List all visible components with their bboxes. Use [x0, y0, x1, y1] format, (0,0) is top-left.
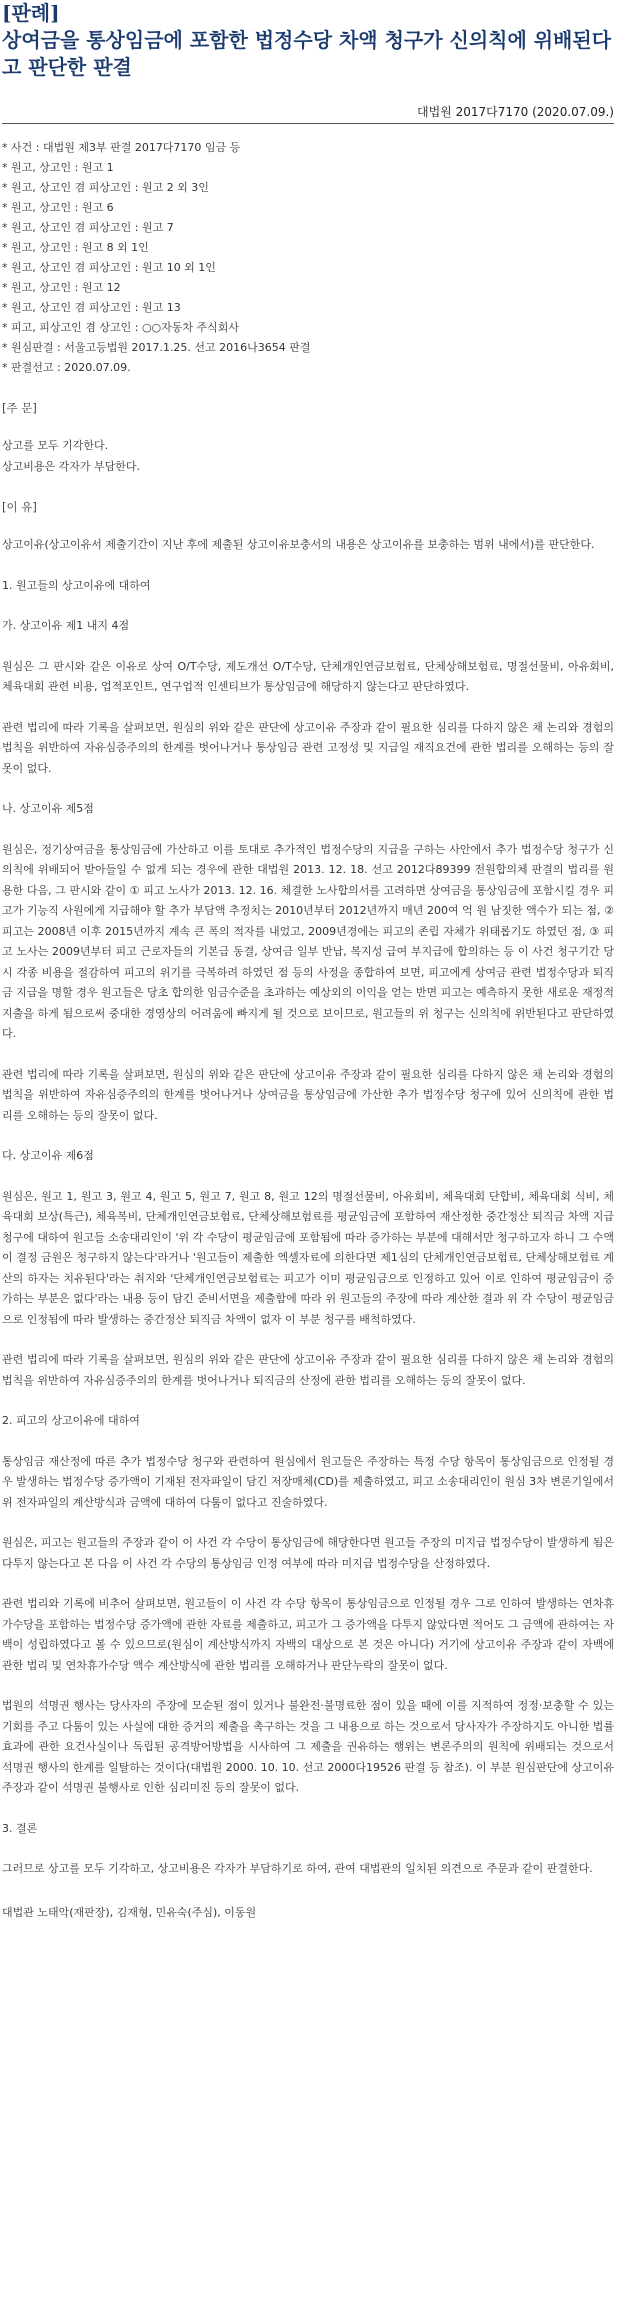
judges-line: 대법관 노태악(재판장), 김재형, 민유숙(주심), 이동원 — [2, 1905, 257, 1919]
paragraph: 원심은 그 판시와 같은 이유로 상여 O/T수당, 제도개선 O/T수당, 단체개인연금보험료, 단체상해보험료, 명절선물비, 아유회비, 체육대회 관련 비용, 업적포인트, 연구업적 인센티브가 통상임금에 해당하지 않는다고 판단하였다. — [2, 659, 614, 693]
order-line: 상고를 모두 기각한다. — [2, 439, 109, 452]
meta-line: * 원고, 상고인 겸 피상고인 : 원고 7 — [2, 221, 174, 234]
subsection-heading: 가. 상고이유 제1 내지 4점 — [2, 619, 130, 632]
paragraph: 원심은, 피고는 원고들의 주장과 같이 이 사건 각 수당이 통상임금에 해당한다면 원고들 주장의 미지급 법정수당이 발생하게 됨은 다투지 않는다고 본 다음 이 사건 각 수당의 통상임금 인정 여부에 따라 미지급 법정수당을 산정하였다. — [2, 1536, 614, 1570]
meta-line: * 원고, 상고인 : 원고 12 — [2, 281, 121, 294]
paragraph: 원심은, 원고 1, 원고 3, 원고 4, 원고 5, 원고 7, 원고 8, 원고 12의 명절선물비, 아유회비, 체육대회 단합비, 체육대회 식비, 체육대회 보상(특근), 체육복비, 단체개인연금보험료, 단체상해보험료를 평균임금에 포함하여 재산정한 중간정산 퇴직금 차액 지급 청구에 대하여 원고들 소송대리인이 '위 각 수당이 평균임금에 포함됨에 따라 증가하는 부분에 대해서만 청구하고자 하니 그 수액이 결정 금원은 청구하지 않는다'라거나 '원고들이 제출한 엑셀자료에 의한다면 제1심의 단체개인연금보험료, 단체상해보험료 계산의 하자는 치유된다'라는 취지와 '단체개인연금보험료는 피고가 이미 평균임금으로 인정하고 있어 이로 인하여 평균임금이 증가하는 부분은 없다'라는 내용 등이 담긴 준비서면을 제출함에 따라 위 원고들의 주장에 따라 계산한 결과 위 각 수당이 평균임금으로 인정됨에 따라 발생하는 중간정산 퇴직금 차액이 없자 이 부분 청구를 배척하였다. — [2, 1189, 614, 1326]
paragraph: 그러므로 상고를 모두 기각하고, 상고비용은 각자가 부담하기로 하여, 관여 대법관의 일치된 의견으로 주문과 같이 판결한다. — [2, 1862, 593, 1875]
meta-line: * 판결선고 : 2020.07.09. — [2, 361, 131, 374]
paragraph: 관련 법리에 따라 기록을 살펴보면, 원심의 위와 같은 판단에 상고이유 주장과 같이 필요한 심리를 다하지 않은 채 논리와 경험의 법칙을 위반하여 자유심증주의의 한계를 벗어나거나 퇴직금의 산정에 관한 법리를 오해하는 등의 잘못이 없다. — [2, 1353, 614, 1387]
paragraph: 원심은, 정기상여금을 통상임금에 가산하고 이를 토대로 추가적인 법정수당의 지급을 구하는 사안에서 추가 법정수당 청구가 신의칙에 위배되어 받아들일 수 없게 되는 경우에 관한 대법원 2013. 12. 18. 선고 2012다89399 전원합의체 판결의 법리를 원용한 다음, 그 판시와 같이 ① 피고 노사가 2013. 12. 16. 체결한 노사합의서를 고려하면 상여금을 통상임금에 포함시킬 경우 피고가 기능직 사원에게 지급해야 할 추가 부담액 추정치는 2010년부터 2012년까지 매년 200여 억 원 남짓한 액수가 되는 점, ② 피고는 2008년 이후 2015년까지 계속 큰 폭의 적자를 내었고, 2009년경에는 피고의 존립 자체가 위태롭기도 하였던 점, ③ 피고 노사는 2009년부터 피고 근로자들의 기본급 동결, 상여금 일부 반납, 복지성 급여 부지급에 합의하는 등 이 사건 청구기간 당시 각종 비용을 절감하여 피고의 위기를 극복하려 하였던 점 등의 사정을 종합하여 보면, 피고에게 상여금 관련 법정수당과 퇴직금 지급을 명할 경우 원고들은 당초 합의한 임금수준을 초과하는 예상외의 이익을 얻는 반면 피고는 예측하지 못한 새로운 재정적 지출을 하게 됨으로써 중대한 경영상의 어려움에 빠지게 될 것으로 보이므로, 원고들의 위 청구는 신의칙에 위반된다고 판단하였다. — [2, 842, 614, 1040]
meta-line: * 원심판결 : 서울고등법원 2017.1.25. 선고 2016나3654 판결 — [2, 341, 311, 354]
order-line: 상고비용은 각자가 부담한다. — [2, 459, 141, 473]
meta-line: * 사건 : 대법원 제3부 판결 2017다7170 임금 등 — [2, 141, 241, 154]
paragraph: 통상임금 재산정에 따른 추가 법정수당 청구와 관련하여 원심에서 원고들은 주장하는 특정 수당 항목이 통상임금으로 인정될 경우 발생하는 법정수당 증가액이 기재된 전자파일이 담긴 저장매체(CD)를 제출하였고, 피고 소송대리인이 원심 3차 변론기일에서 위 전자파일의 계산방식과 금액에 대하여 다툼이 없다고 진술하였다. — [2, 1454, 614, 1509]
order-text — [2, 436, 614, 477]
meta-line: * 원고, 상고인 : 원고 8 외 1인 — [2, 241, 149, 254]
page-title: [판례] 상여금을 통상임금에 포함한 법정수당 차액 청구가 신의칙에 위배된다고 판단한 판결 — [2, 1, 612, 79]
case-meta — [2, 138, 614, 378]
subsection-heading: 다. 상고이유 제6점 — [2, 1149, 94, 1162]
paragraph: 관련 법리와 기록에 비추어 살펴보면, 원고들이 이 사건 각 수당 항목이 통상임금으로 인정될 경우 그로 인하여 발생하는 연차휴가수당을 포함하는 법정수당 증가액에 관한 자료를 제출하고, 피고가 그 증가액을 다투지 않았다면 적어도 그 금액에 관하여는 자백이 성립하였다고 볼 수 있으므로(원심이 계산방식까지 자백의 대상으로 본 것은 아니다) 거기에 상고이유 주장과 같이 자백에 관한 법리 및 연차휴가수당 액수 계산방식에 관한 법리를 오해하거나 판단누락의 잘못이 없다. — [2, 1597, 614, 1672]
meta-line: * 원고, 상고인 : 원고 6 — [2, 201, 114, 214]
case-reference: 대법원 2017다7170 (2020.07.09.) — [2, 103, 614, 124]
meta-line: * 원고, 상고인 : 원고 1 — [2, 161, 114, 174]
subsection-heading: 나. 상고이유 제5점 — [2, 802, 94, 815]
meta-line: * 원고, 상고인 겸 피상고인 : 원고 2 외 3인 — [2, 181, 209, 194]
intro-paragraph: 상고이유(상고이유서 제출기간이 지난 후에 제출된 상고이유보충서의 내용은 상고이유를 보충하는 범위 내에서)를 판단한다. — [2, 538, 595, 551]
meta-line: * 원고, 상고인 겸 피상고인 : 원고 10 외 1인 — [2, 261, 216, 274]
paragraph: 관련 법리에 따라 기록을 살펴보면, 원심의 위와 같은 판단에 상고이유 주장과 같이 필요한 심리를 다하지 않은 채 논리와 경험의 법칙을 위반하여 자유심증주의의 한계를 벗어나거나 상여금을 통상임금에 가산한 추가 법정수당 청구에 있어 신의칙에 관한 법리를 오해하는 등의 잘못이 없다. — [2, 1067, 614, 1122]
meta-line: * 피고, 피상고인 겸 상고인 : ○○자동차 주식회사 — [2, 321, 240, 334]
paragraph: 법원의 석명권 행사는 당사자의 주장에 모순된 점이 있거나 불완전·불명료한 점이 있을 때에 이를 지적하여 정정·보충할 수 있는 기회를 주고 다툼이 있는 사실에 대한 증거의 제출을 촉구하는 것을 그 내용으로 하는 것으로서 당사자가 주장하지도 아니한 법률효과에 관한 요건사실이나 독립된 공격방어방법을 시사하여 그 제출을 권유하는 행위는 변론주의의 원칙에 위배되는 것으로서 석명권 행사의 한계를 일탈하는 것이다(대법원 2000. 10. 10. 선고 2000다19526 판결 등 참조). 이 부분 원심판단에 상고이유 주장과 같이 석명권 불행사로 인한 심리미진 등의 잘못이 없다. — [2, 1699, 614, 1794]
section-heading: 3. 결론 — [2, 1821, 38, 1835]
section-heading: 1. 원고들의 상고이유에 대하여 — [2, 578, 151, 592]
order-heading: [주 문] — [2, 401, 37, 415]
section-heading: 2. 피고의 상고이유에 대하여 — [2, 1414, 140, 1427]
reason-heading: [이 유] — [2, 500, 37, 514]
paragraph: 관련 법리에 따라 기록을 살펴보면, 원심의 위와 같은 판단에 상고이유 주장과 같이 필요한 심리를 다하지 않은 채 논리와 경험의 법칙을 위반하여 자유심증주의의 한계를 벗어나거나 통상임금 관련 고정성 및 지급일 재직요건에 관한 법리를 오해하는 등의 잘못이 없다. — [2, 720, 614, 775]
meta-line: * 원고, 상고인 겸 피상고인 : 원고 13 — [2, 301, 181, 314]
